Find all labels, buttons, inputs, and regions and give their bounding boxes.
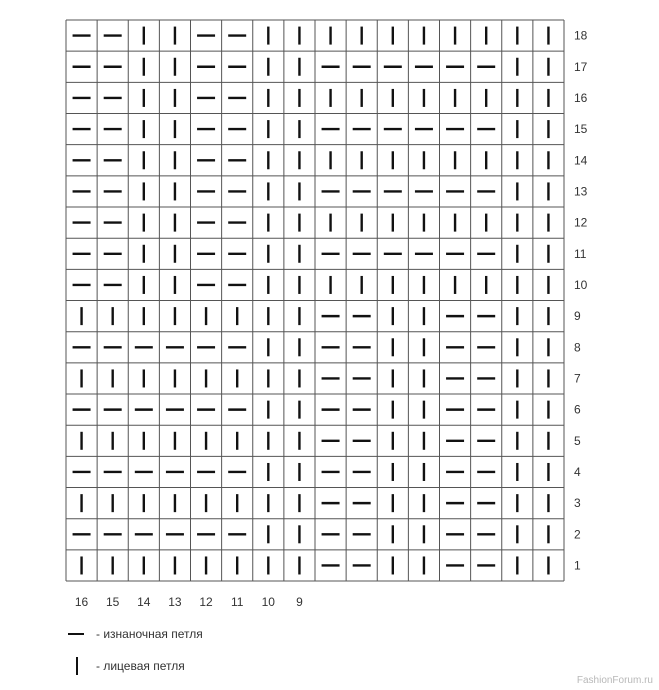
column-number-labels <box>75 595 303 609</box>
knit-bar-icon <box>66 656 96 676</box>
row-label: 3 <box>574 496 581 511</box>
row-label: 12 <box>574 215 588 230</box>
row-label: 2 <box>574 527 581 542</box>
column-label: 14 <box>137 595 151 610</box>
watermark: FashionForum.ru <box>576 675 653 686</box>
row-label: 8 <box>574 340 581 355</box>
purl-dash-icon <box>66 624 96 644</box>
row-label: 15 <box>574 122 588 137</box>
legend-knit <box>66 656 185 676</box>
legend-purl <box>66 624 203 644</box>
legend-purl-label: - изнаночная петля <box>96 627 203 641</box>
row-label: 17 <box>574 59 588 74</box>
row-label: 13 <box>574 184 588 199</box>
chart-grid <box>66 20 564 581</box>
column-label: 12 <box>199 595 213 610</box>
column-label: 9 <box>296 595 303 610</box>
row-label: 6 <box>574 402 581 417</box>
column-label: 15 <box>106 595 120 610</box>
row-label: 14 <box>574 153 588 168</box>
row-label: 11 <box>574 246 587 261</box>
column-label: 11 <box>230 595 244 610</box>
row-label: 4 <box>574 464 581 479</box>
row-label: 9 <box>574 309 581 324</box>
column-label: 10 <box>261 595 275 610</box>
row-label: 1 <box>574 558 581 573</box>
column-label: 13 <box>168 595 182 610</box>
row-label: 5 <box>574 433 581 448</box>
column-label: 16 <box>74 595 89 610</box>
legend-knit-label: - лицевая петля <box>96 659 185 673</box>
row-label: 18 <box>574 28 588 43</box>
row-number-labels <box>574 29 588 573</box>
row-label: 7 <box>574 371 581 386</box>
row-label: 16 <box>574 90 588 105</box>
row-label: 10 <box>574 277 588 292</box>
